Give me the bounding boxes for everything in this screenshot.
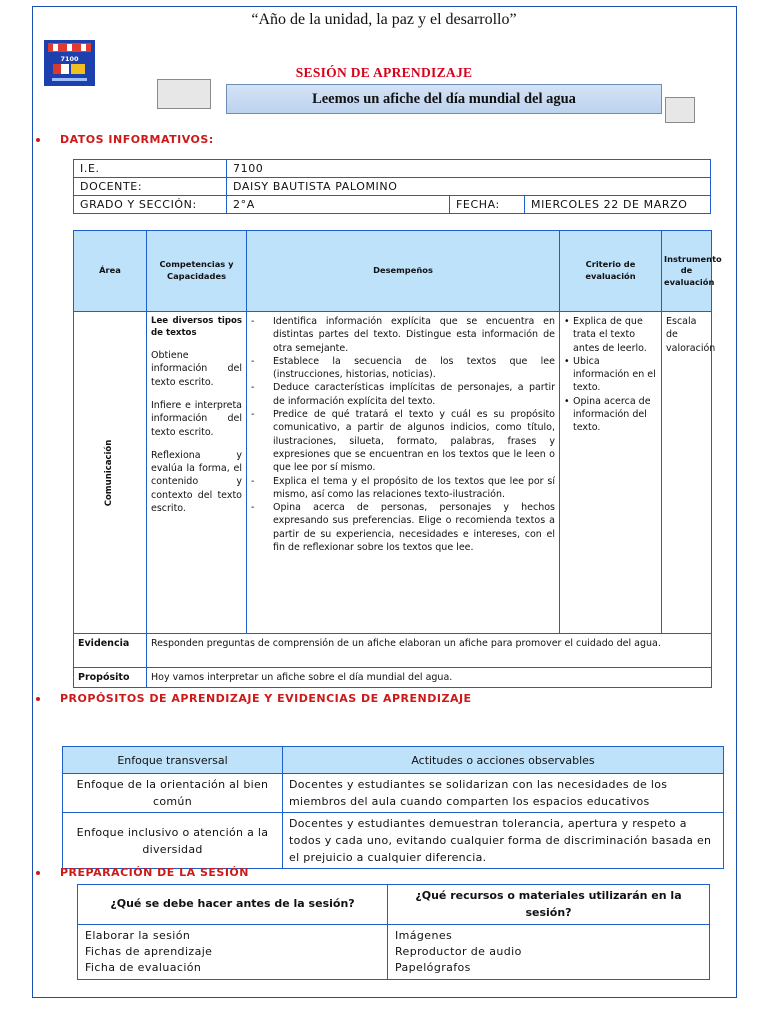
- enfoque-actitud: Docentes y estudiantes se solidarizan con las necesidades de los miembros del aula cuando comparten los espacios educativos: [283, 774, 724, 813]
- capacidad-item: Obtiene información del texto escrito.: [151, 350, 242, 388]
- antes-cell: [78, 925, 388, 980]
- fecha-label: FECHA:: [450, 196, 525, 214]
- enfoque-name: Enfoque de la orientación al bien común: [63, 774, 283, 813]
- bullet-icon: [36, 138, 40, 142]
- list-item: Ficha de evaluación: [85, 960, 202, 974]
- list-item: Papelógrafos: [395, 960, 471, 974]
- header-actitudes: Actitudes o acciones observables: [283, 747, 724, 774]
- evidencia-label: Evidencia: [74, 634, 147, 668]
- desempenos-cell: [247, 312, 560, 634]
- docente-label: DOCENTE:: [74, 178, 227, 196]
- header-desempenos: Desempeños: [247, 231, 560, 312]
- list-item: • Opina acerca de información del texto.: [564, 395, 651, 434]
- table-row: [74, 668, 712, 688]
- table-header-row: [74, 231, 712, 312]
- competencia-title: Lee diversos tipos de textos: [151, 316, 242, 339]
- table-row: [74, 160, 711, 178]
- recursos-cell: [388, 925, 710, 980]
- table-row: [63, 774, 724, 813]
- table-row: [63, 813, 724, 869]
- list-item: • Ubica información en el texto.: [564, 355, 656, 394]
- proposito-text: Hoy vamos interpretar un afiche sobre el día mundial del agua.: [147, 668, 712, 688]
- capacidad-item: Infiere e interpreta información del texto escrito.: [151, 399, 242, 438]
- table-header-row: [78, 885, 710, 925]
- header-instrumento: Instrumento de evaluación: [662, 231, 712, 312]
- session-label: SESIÓN DE APRENDIZAJE: [295, 65, 473, 80]
- preparacion-table: [77, 884, 710, 980]
- table-row: [74, 196, 711, 214]
- table-row: [74, 312, 712, 634]
- list-item: • Explica de que trata el texto antes de leerlo.: [564, 316, 647, 354]
- list-item: - Identifica información explícita que se encuentra en distintas partes del texto. Distingue esta información de otra semejante.: [251, 316, 555, 354]
- header-antes: ¿Qué se debe hacer antes de la sesión?: [78, 885, 388, 925]
- motto: “Año de la unidad, la paz y el desarrollo”: [251, 11, 517, 28]
- list-item: - Opina acerca de personas, personajes y hechos expresando sus preferencias. Elige o recomienda textos a partir de su experiencia, necesidades e intereses, con el fin de reflexionar sobre los textos que lee.: [251, 502, 555, 554]
- grado-value: 2°A: [227, 196, 450, 214]
- session-title: Leemos un afiche del día mundial del agua: [312, 91, 576, 107]
- fecha-value: MIERCOLES 22 DE MARZO: [525, 196, 711, 214]
- table-row: [78, 925, 710, 980]
- list-item: - Deduce características implícitas de personajes, a partir de información explícita del texto.: [251, 382, 555, 407]
- grado-label: GRADO Y SECCIÓN:: [74, 196, 227, 214]
- list-item: - Predice de qué tratará el texto y cuál es su propósito comunicativo, a partir de algunos indicios, como título, ilustraciones, silueta, formato, palabras, frases y expresiones que se encuentran en los textos que le leen o que lee por sí mismo.: [251, 409, 555, 474]
- list-item: Reproductor de audio: [395, 944, 522, 958]
- proposito-label: Propósito: [74, 668, 147, 688]
- enfoque-name: Enfoque inclusivo o atención a la diversidad: [63, 813, 283, 869]
- ie-value: 7100: [227, 160, 711, 178]
- competencias-table: [73, 230, 722, 688]
- capacidades-cell: [147, 312, 247, 634]
- header-competencias: Competencias y Capacidades: [147, 231, 247, 312]
- list-item: Elaborar la sesión: [85, 929, 191, 942]
- area-name: Comunicación: [104, 439, 115, 506]
- enfoque-actitud: Docentes y estudiantes demuestran tolerancia, apertura y respeto a todos y cada uno, evitando cualquier forma de discriminación basada en el prejuicio a cualquier diferencia.: [283, 813, 724, 869]
- header-criterio: Criterio de evaluación: [560, 231, 662, 312]
- table-row: [74, 634, 712, 668]
- preparacion-heading: PREPARACIÓN DE LA SESIÓN: [36, 866, 249, 879]
- datos-heading: DATOS INFORMATIVOS:: [36, 133, 214, 146]
- bullet-icon: [36, 871, 40, 875]
- logo-number: 7100: [60, 55, 79, 63]
- evidencia-text: Responden preguntas de comprensión de un afiche elaboran un afiche para promover el cuidado del agua.: [147, 634, 712, 668]
- bullet-icon: [36, 697, 40, 701]
- list-item: - Establece la secuencia de los textos que lee (instrucciones, historias, noticias).: [251, 355, 555, 381]
- propositos-heading: PROPÓSITOS DE APRENDIZAJE Y EVIDENCIAS DE APRENDIZAJE: [36, 692, 472, 705]
- header-enfoque: Enfoque transversal: [63, 747, 283, 774]
- ie-label: I.E.: [74, 160, 227, 178]
- list-item: Fichas de aprendizaje: [85, 944, 213, 958]
- list-item: Imágenes: [395, 929, 453, 942]
- table-row: [74, 178, 711, 196]
- header-area: Área: [74, 231, 147, 312]
- list-item: - Explica el tema y el propósito de los textos que lee por sí mismo, así como las relaciones texto-ilustración.: [251, 475, 555, 500]
- docente-value: DAISY BAUTISTA PALOMINO: [227, 178, 711, 196]
- enfoques-table: [62, 746, 724, 869]
- instrumento-cell: Escala de valoración: [662, 312, 712, 634]
- capacidad-item: Reflexiona y evalúa la forma, el contenido y contexto del texto escrito.: [151, 449, 242, 515]
- info-table: [73, 159, 711, 214]
- area-cell: [74, 312, 147, 634]
- header-recursos: ¿Qué recursos o materiales utilizarán en la sesión?: [388, 885, 710, 925]
- session-title-banner: [226, 84, 662, 114]
- criterios-cell: [560, 312, 662, 634]
- table-header-row: [63, 747, 724, 774]
